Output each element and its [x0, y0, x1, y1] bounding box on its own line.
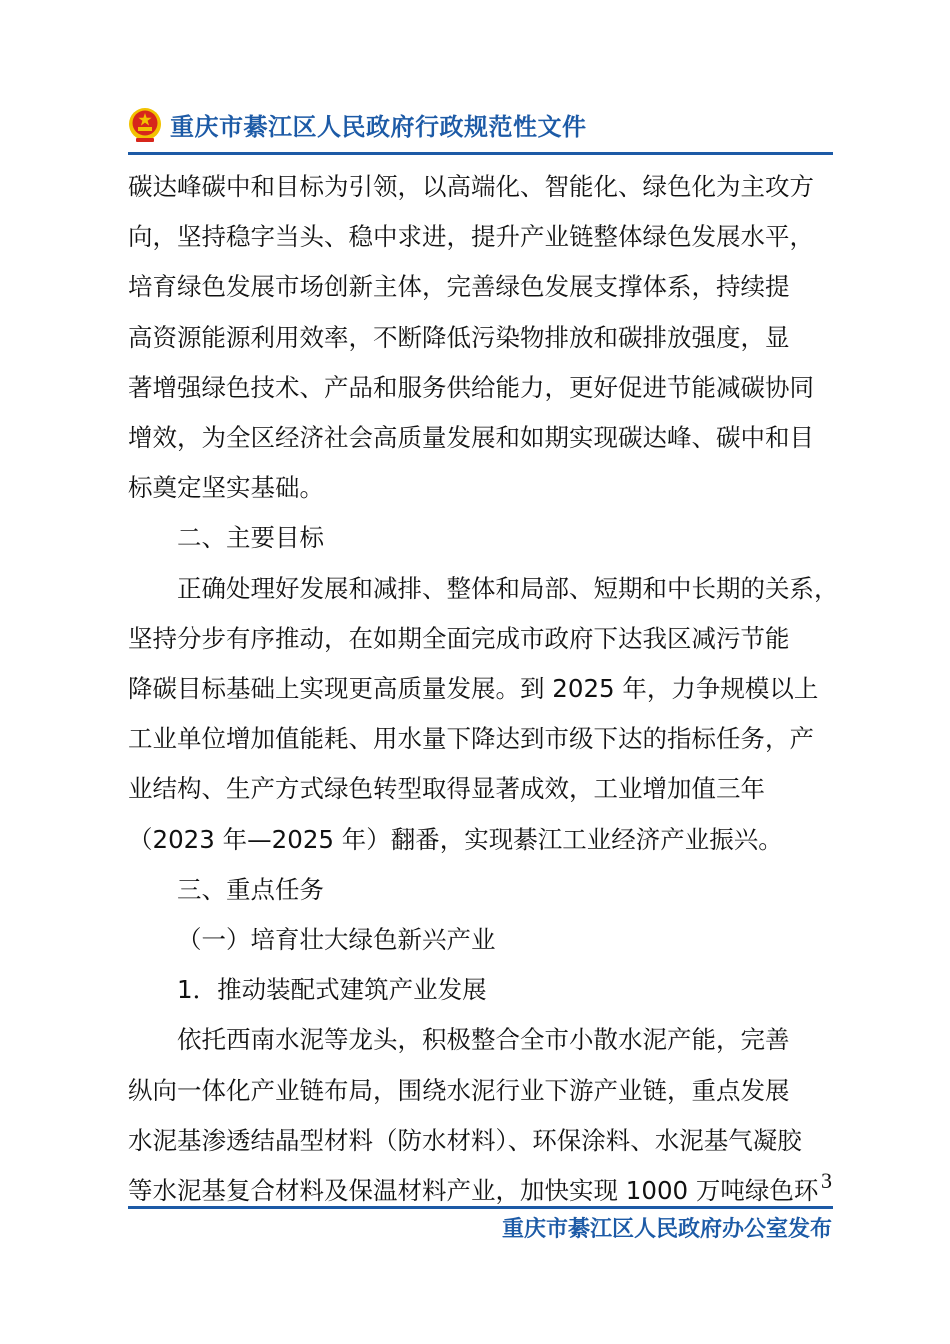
body-line: 纵向一体化产业链布局，围绕水泥行业下游产业链，重点发展 [128, 1075, 790, 1105]
body-line: （2023 年—2025 年）翻番，实现綦江工业经济产业振兴。 [128, 824, 783, 854]
body-line: 增效，为全区经济社会高质量发展和如期实现碳达峰、碳中和目 [128, 423, 814, 453]
body-line: 向，坚持稳字当头、稳中求进，提升产业链整体绿色发展水平， [128, 222, 814, 252]
subsection-heading: （一）培育壮大绿色新兴产业 [177, 925, 496, 955]
body-line: 业结构、生产方式绿色转型取得显著成效，工业增加值三年 [128, 774, 765, 804]
national-emblem-icon [128, 105, 162, 143]
footer-divider [128, 1206, 833, 1209]
body-line: 降碳目标基础上实现更高质量发展。到 2025 年，力争规模以上 [128, 674, 819, 704]
body-line: 高资源能源利用效率，不断降低污染物排放和碳排放强度，显 [128, 322, 790, 352]
item-heading: 1．推动装配式建筑产业发展 [177, 975, 487, 1005]
section-heading: 二、主要目标 [177, 523, 324, 553]
header-title: 重庆市綦江区人民政府行政规范性文件 [170, 111, 587, 141]
body-line: 依托西南水泥等龙头，积极整合全市小散水泥产能，完善 [177, 1025, 790, 1055]
body-line: 标奠定坚实基础。 [128, 473, 324, 503]
body-line: 培育绿色发展市场创新主体，完善绿色发展支撑体系，持续提 [128, 272, 790, 302]
body-line: 坚持分步有序推动，在如期全面完成市政府下达我区减污节能 [128, 623, 790, 653]
body-line: 等水泥基复合材料及保温材料产业，加快实现 1000 万吨绿色环 [128, 1176, 819, 1206]
body-line: 正确处理好发展和减排、整体和局部、短期和中长期的关系， [177, 573, 839, 603]
body-line: 水泥基渗透结晶型材料（防水材料）、环保涂料、水泥基气凝胶 [128, 1125, 802, 1155]
header-divider [128, 152, 833, 155]
body-line: 工业单位增加值能耗、用水量下降达到市级下达的指标任务，产 [128, 724, 814, 754]
footer-publisher: 重庆市綦江区人民政府办公室发布 [501, 1216, 832, 1242]
section-heading: 三、重点任务 [177, 874, 324, 904]
page-number: 3 [821, 1168, 832, 1193]
document-body [128, 162, 839, 1216]
body-line: 著增强绿色技术、产品和服务供给能力，更好促进节能减碳协同 [128, 372, 814, 402]
body-line: 碳达峰碳中和目标为引领，以高端化、智能化、绿色化为主攻方 [128, 172, 814, 201]
document-header [128, 98, 833, 150]
